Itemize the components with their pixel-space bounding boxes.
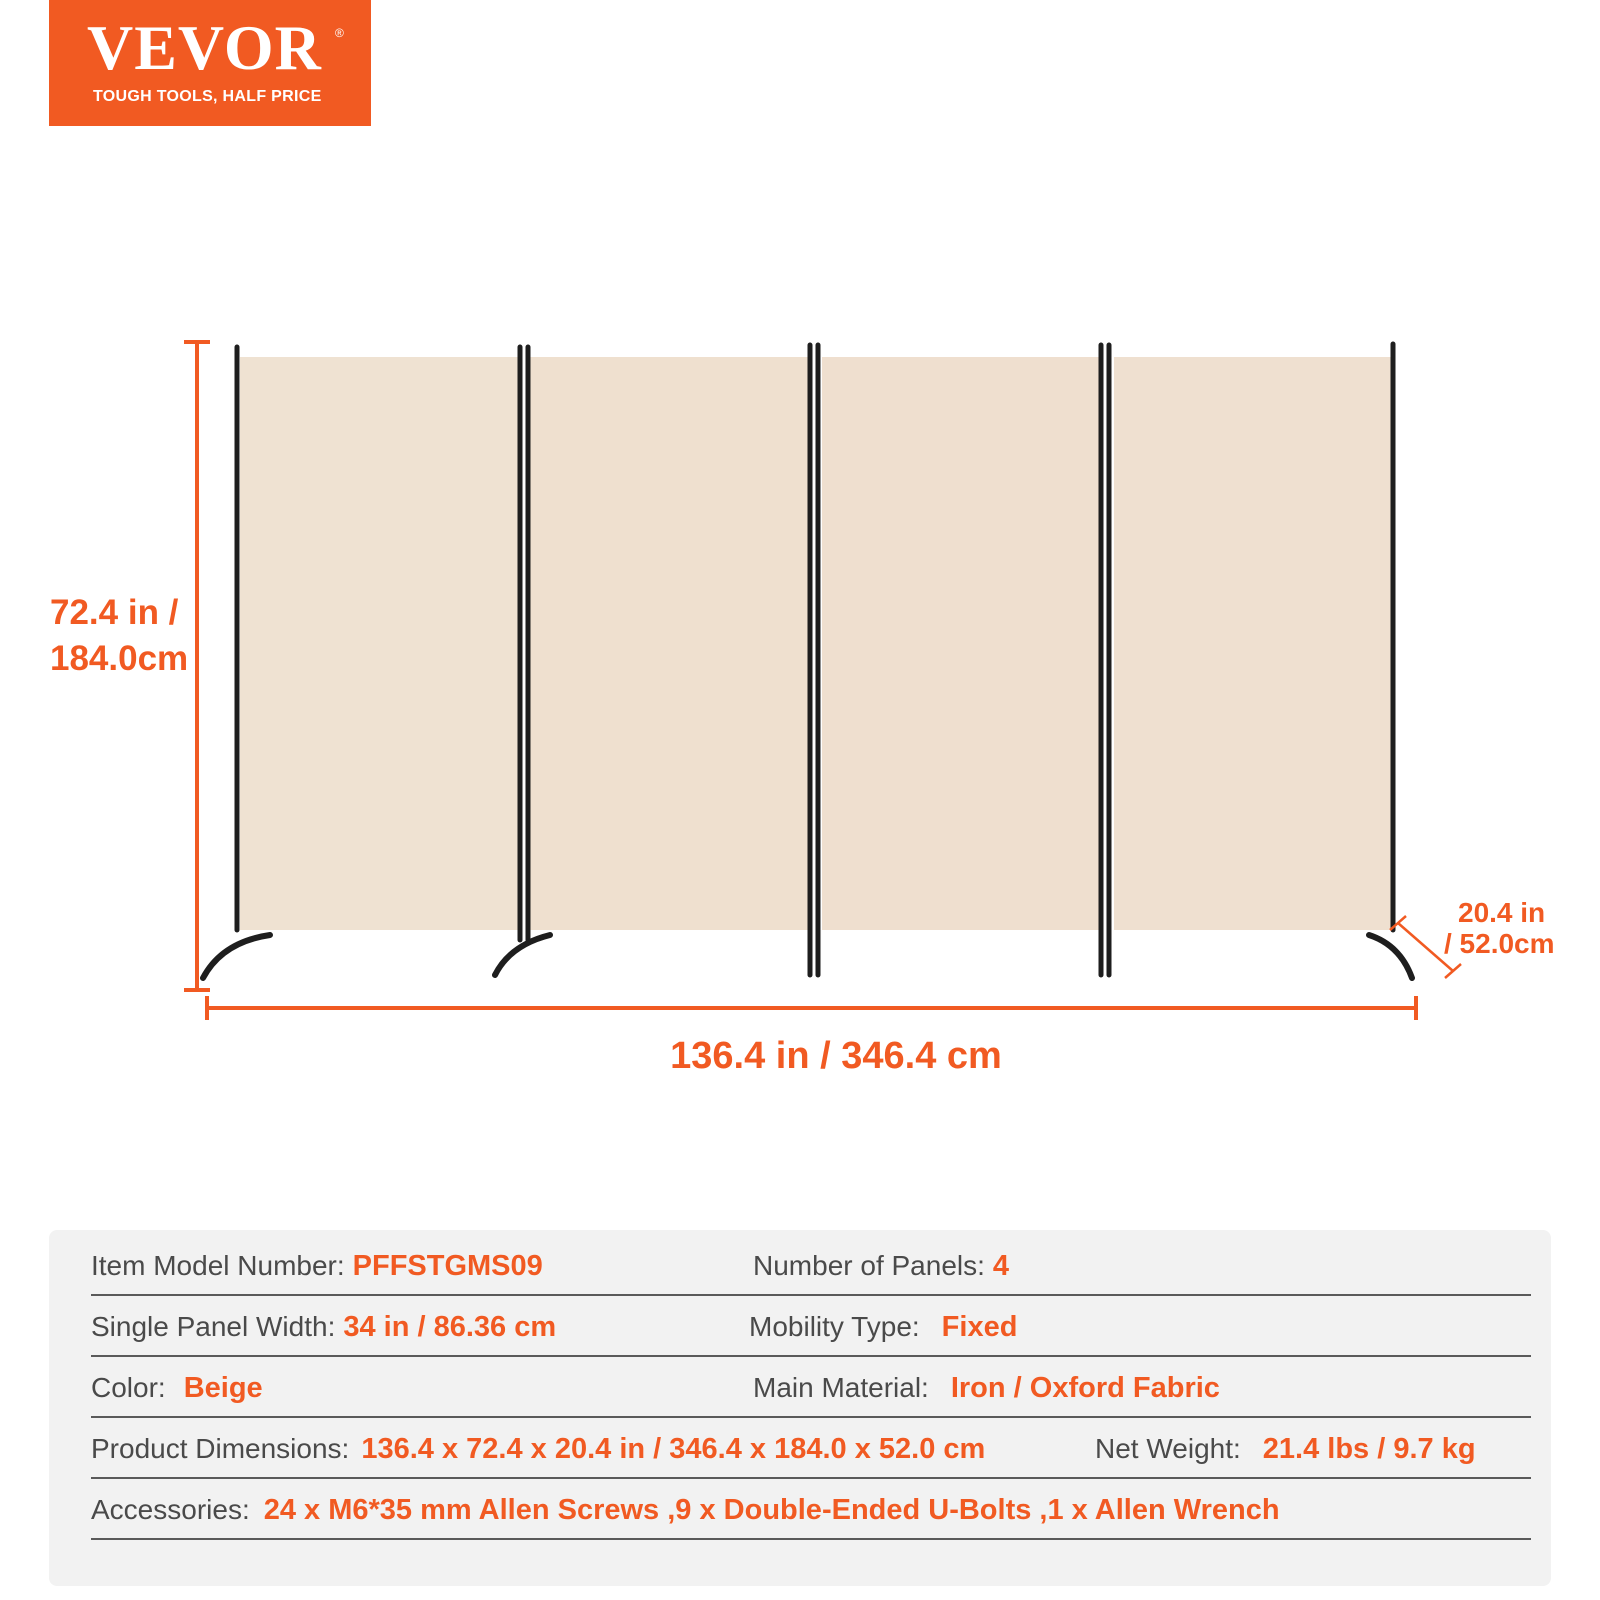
spec-accessories <box>91 1494 1280 1527</box>
spec-value: 34 in / 86.36 cm <box>343 1311 557 1343</box>
spec-model <box>91 1250 543 1283</box>
spec-material <box>753 1372 1220 1405</box>
spec-value: PFFSTGMS09 <box>352 1250 543 1282</box>
spec-value: 24 x M6*35 mm Allen Screws ,9 x Double-Ended U-Bolts ,1 x Allen Wrench <box>263 1494 1280 1526</box>
spec-row <box>91 1417 1531 1479</box>
spec-row <box>91 1234 1531 1296</box>
spec-label: Color: <box>91 1372 166 1403</box>
spec-panel-width <box>91 1311 556 1344</box>
spec-label: Single Panel Width: <box>91 1311 336 1342</box>
spec-row <box>91 1478 1531 1540</box>
spec-row <box>91 1295 1531 1357</box>
spec-panels <box>753 1250 1009 1283</box>
height-label <box>50 590 200 681</box>
fabric-panel-1 <box>240 357 518 930</box>
fabric-panel-3 <box>822 357 1102 930</box>
foot-1 <box>203 935 270 978</box>
spec-value: Iron / Oxford Fabric <box>950 1372 1220 1404</box>
brand-tagline: TOUGH TOOLS, HALF PRICE <box>93 88 322 105</box>
spec-value: Fixed <box>941 1311 1018 1343</box>
spec-value: 4 <box>992 1250 1010 1282</box>
depth-label <box>1444 898 1594 960</box>
spec-dimensions <box>91 1433 985 1466</box>
width-label: 136.4 in / 346.4 cm <box>670 1035 1002 1077</box>
width-dimension-line <box>207 996 1416 1020</box>
brand-name: VEVOR <box>87 12 322 83</box>
spec-label: Product Dimensions: <box>91 1433 350 1464</box>
spec-value: 21.4 lbs / 9.7 kg <box>1262 1433 1476 1465</box>
foot-5 <box>1369 935 1412 978</box>
spec-value: 136.4 x 72.4 x 20.4 in / 346.4 x 184.0 x 52.0 cm <box>361 1433 986 1465</box>
fabric-panel-4 <box>1114 357 1392 930</box>
depth-label-line1: 20.4 in <box>1458 897 1546 928</box>
spec-mobility <box>749 1311 1017 1344</box>
height-label-line2: 184.0cm <box>50 638 189 678</box>
spec-value: Beige <box>183 1372 263 1404</box>
fabric-panel-2 <box>530 357 810 930</box>
spec-label: Main Material: <box>753 1372 929 1403</box>
foot-2 <box>495 935 550 975</box>
spec-row <box>91 1356 1531 1418</box>
spec-label: Item Model Number: <box>91 1250 345 1281</box>
spec-label: Mobility Type: <box>749 1311 920 1342</box>
registered-mark: ® <box>335 26 344 40</box>
spec-label: Net Weight: <box>1095 1433 1241 1464</box>
spec-label: Number of Panels: <box>753 1250 985 1281</box>
spec-weight <box>1095 1433 1476 1466</box>
specifications-table <box>49 1230 1551 1586</box>
spec-color <box>91 1372 263 1405</box>
height-label-line1: 72.4 in / <box>50 593 179 632</box>
depth-label-line2: / 52.0cm <box>1444 927 1555 959</box>
spec-label: Accessories: <box>91 1494 250 1525</box>
